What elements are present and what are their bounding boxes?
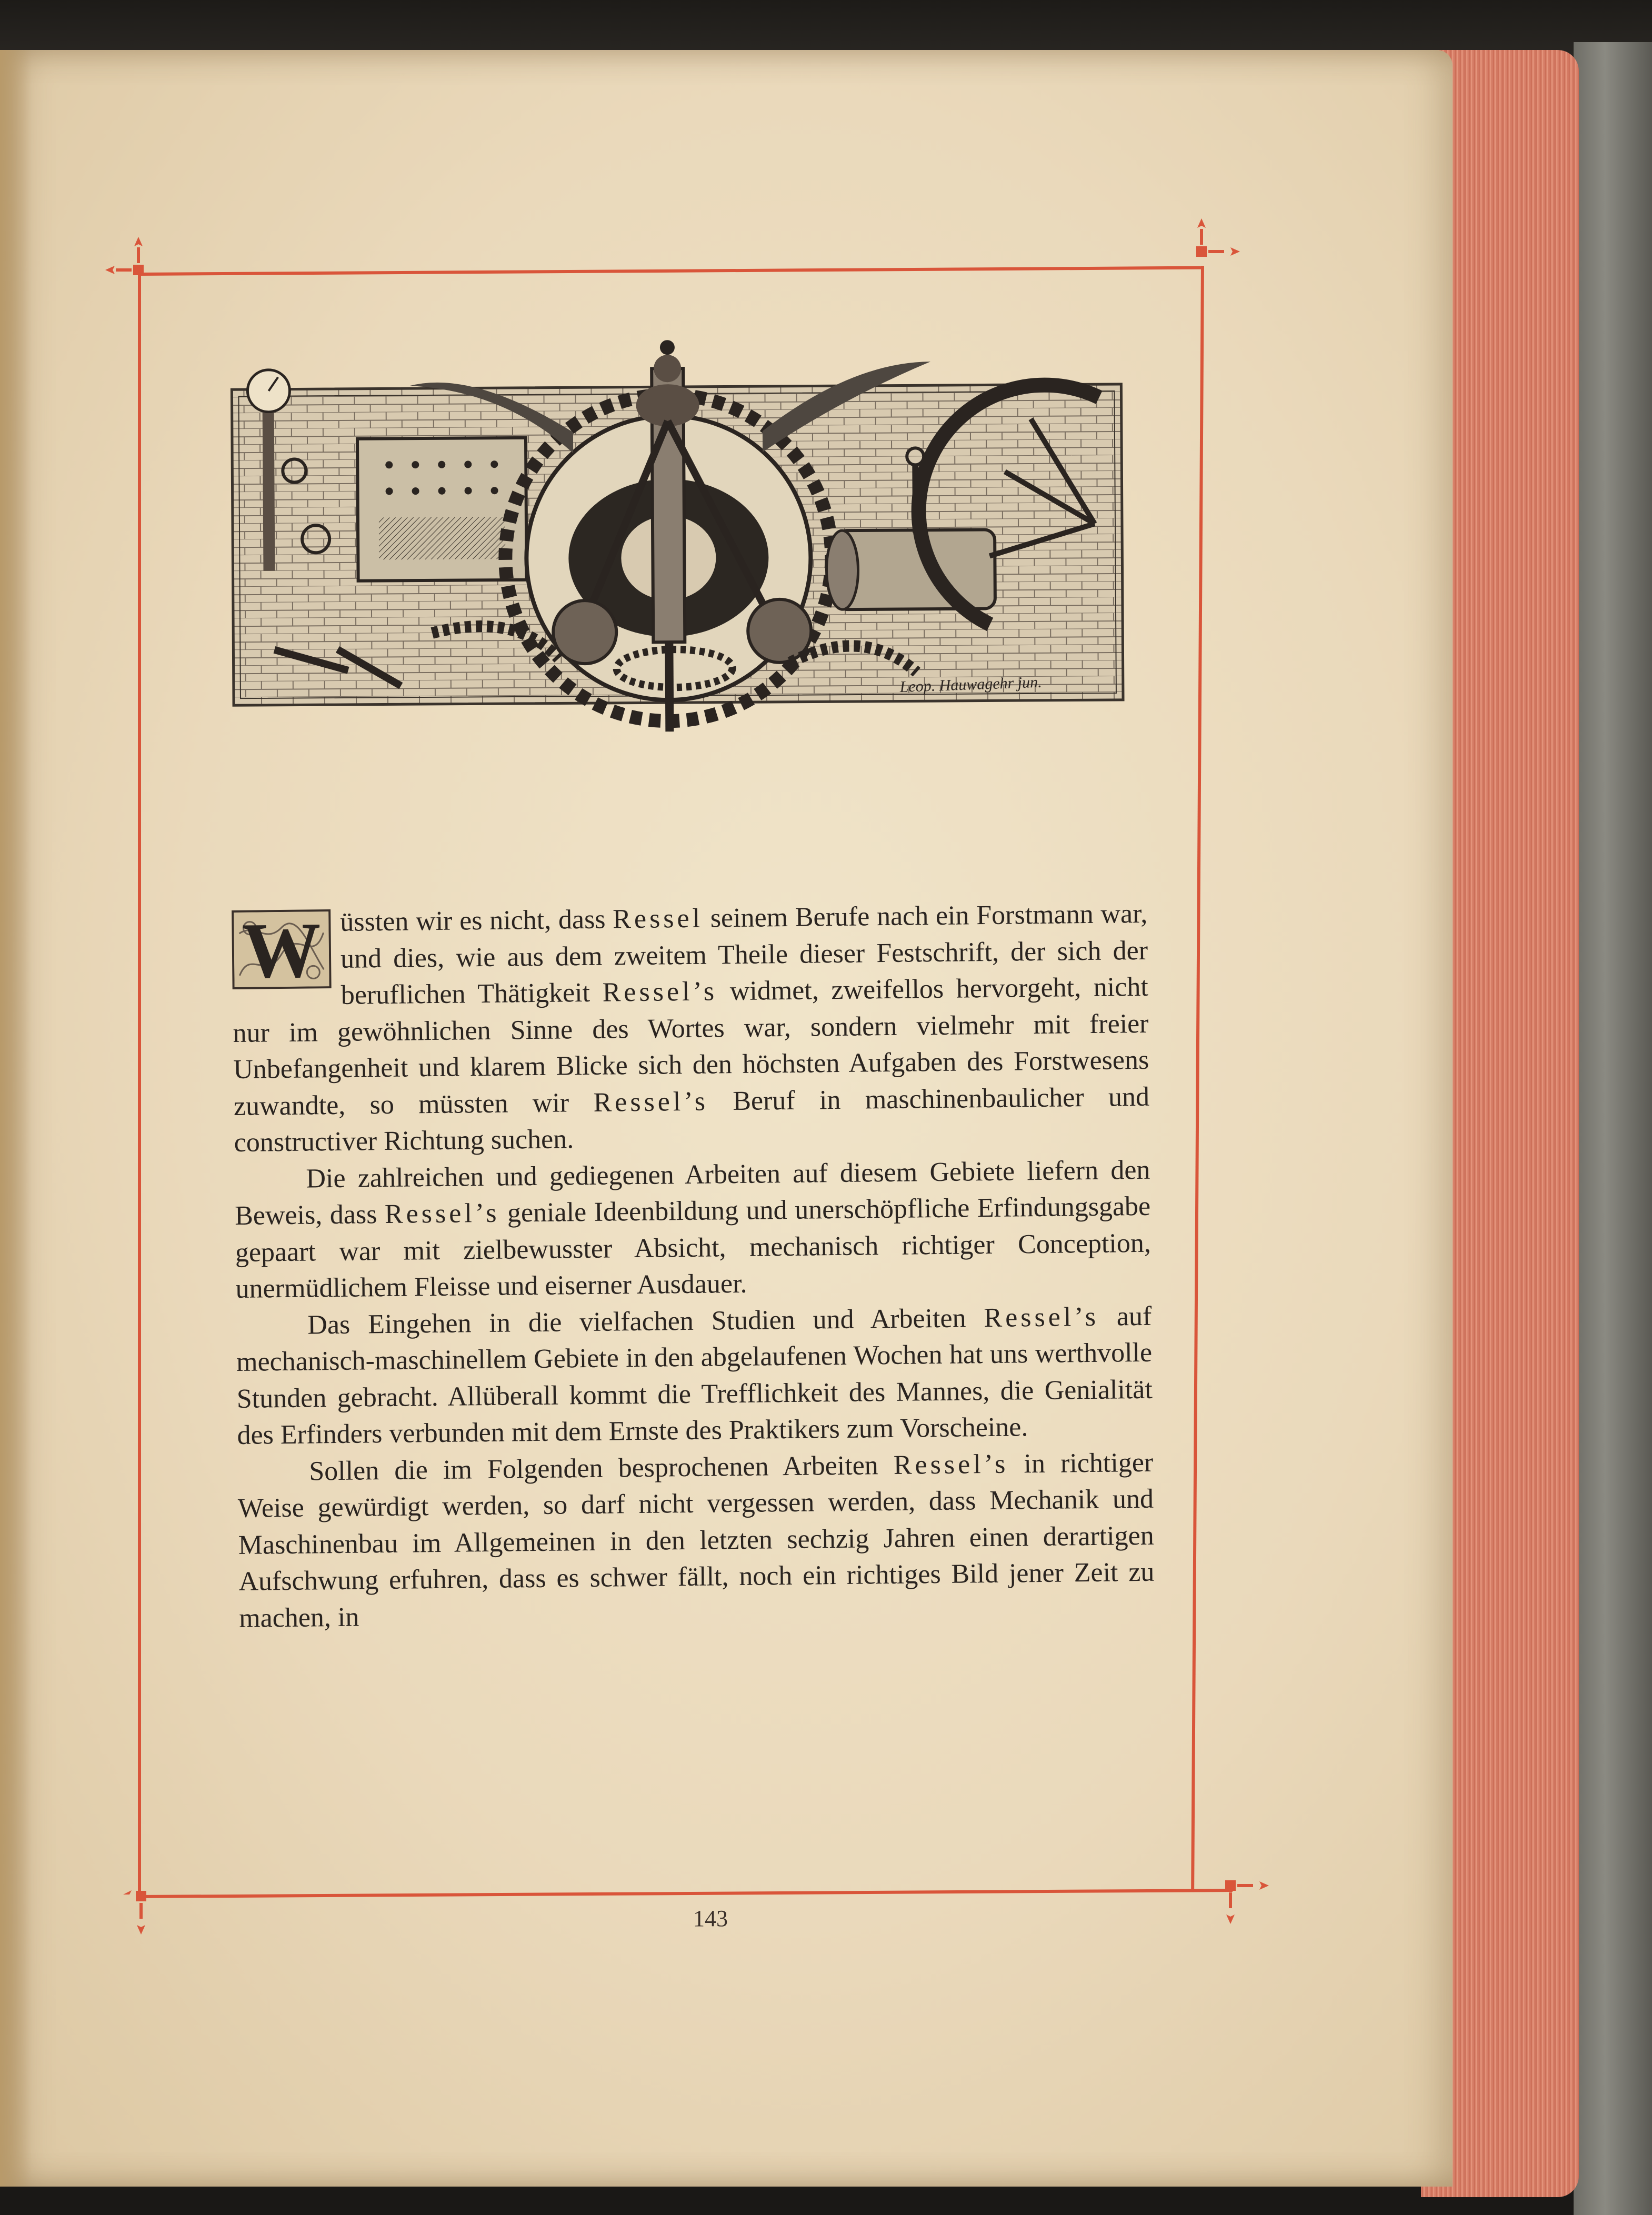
name-ressel: Ressel (612, 903, 704, 935)
name-ressel: Ressel’s (984, 1301, 1099, 1333)
paragraph-text: Das Eingehen in die vielfachen Studien und Arbeiten (307, 1302, 984, 1340)
paragraph-text: Sollen die im Folgenden besprochenen Arbeiten (308, 1450, 894, 1487)
paragraph-text: seinem Berufe nach ein Forstmann war, und dies, wie aus dem zweitem Theile dieser Festschrift, der sich der beruflichen Thätigkeit (340, 898, 1148, 1010)
paragraph-3 (236, 1298, 1153, 1454)
paragraph-1 (232, 896, 1150, 1161)
machinery-engraving (0, 0, 1652, 789)
paragraph-text: geniale Ideenbildung und unerschöpfliche Erfindungsgabe gepaart war mit zielbewusster Absicht, mechanisch richtiger Conception, unermüdlichem Fleisse und eiserner Ausdauer. (235, 1191, 1152, 1304)
paragraph-text: widmet, zweifellos hervorgeht, nicht nur im gewöhnlichen Sinne des Wortes war, sondern vielmehr mit freier Unbefangenheit und klarem Blicke sich den höchsten Aufgaben des Forstwesens zuwandte, so müssten wir (233, 971, 1149, 1121)
name-ressel: Ressel’s (593, 1086, 709, 1118)
paragraph-text: üssten wir es nicht, dass (340, 904, 613, 937)
paragraph-text: Die zahlreichen und gediegenen Arbeiten auf diesem Gebiete liefern den Beweis, dass (234, 1155, 1150, 1231)
paragraph-text: auf mechanisch-maschinellem Gebiete in den abgelaufenen Wochen hat uns werthvolle Stunden gebracht. Allüberall kommt die Trefflichkeit des Mannes, die Genialität des Erfinders verbunden mit dem Ernste des Praktikers zum Vorscheine. (236, 1301, 1153, 1450)
corner-ornament-icon (121, 1863, 153, 1895)
decorated-initial (232, 906, 332, 995)
engraving-signature: Leop. Hauwagehr jun. (899, 673, 1043, 696)
paragraph-text: Beruf in maschinenbaulicher und constructiver Richtung suchen. (234, 1081, 1150, 1158)
page-number: 143 (693, 1906, 728, 1931)
article-body (232, 896, 1155, 1637)
initial-letter: W (242, 906, 322, 995)
name-ressel: Ressel’s (384, 1198, 500, 1229)
paragraph-text: in richtiger Weise gewürdigt werden, so darf nicht vergessen werden, dass Mechanik und Maschinenbau im Allgemeinen in den letzten sechzig Jahren einen derartigen Aufschwung erfuhren, dass es schwer fällt, noch ein richtiges Bild jener Zeit zu machen, in (237, 1447, 1155, 1633)
name-ressel: Ressel’s (893, 1449, 1009, 1480)
name-ressel: Ressel’s (602, 976, 718, 1008)
paragraph-4 (237, 1444, 1155, 1637)
paragraph-2 (234, 1151, 1152, 1307)
corner-ornament-icon (1192, 1847, 1276, 1931)
